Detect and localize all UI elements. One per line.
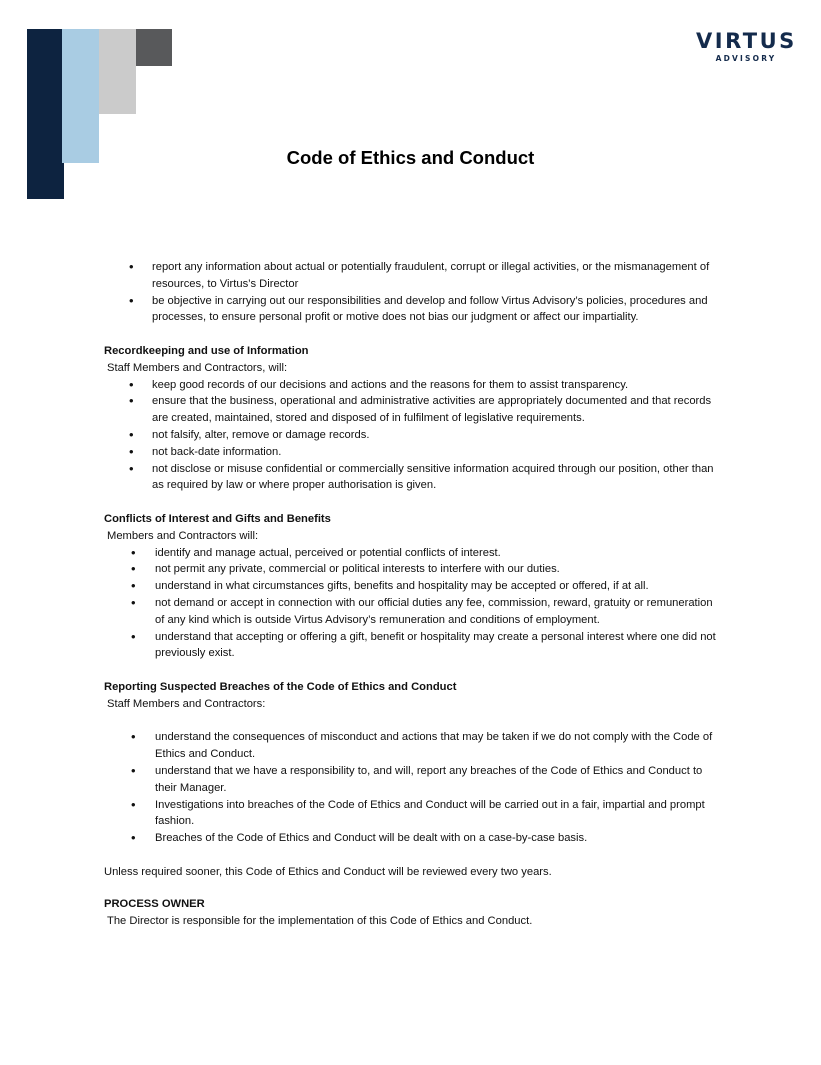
list-item: • not back-date information. <box>104 444 724 461</box>
section-subheading: Staff Members and Contractors: <box>107 697 266 710</box>
breaches-list <box>104 729 724 847</box>
process-owner-text: The Director is responsible for the implementation of this Code of Ethics and Conduct. <box>107 915 533 928</box>
list-item: • understand that accepting or offering a gift, benefit or hospitality may create a personal interest where one did not previously exist. <box>104 629 724 663</box>
company-logo <box>696 29 796 64</box>
section-heading-conflicts: Conflicts of Interest and Gifts and Benefits <box>104 512 331 525</box>
list-item: • understand the consequences of misconduct and actions that may be taken if we do not comply with the Code of Ethics and Conduct. <box>104 729 724 763</box>
list-item: • be objective in carrying out our responsibilities and develop and follow Virtus Advisory’s policies, procedures and processes, to ensure personal profit or motive does not bias our judgment or affect our impartiality. <box>104 293 724 327</box>
list-item: • not disclose or misuse confidential or commercially sensitive information acquired through our position, other than as required by law or where proper authorisation is given. <box>104 461 724 495</box>
conflicts-list <box>104 545 724 663</box>
list-item: • Investigations into breaches of the Code of Ethics and Conduct will be carried out in a fair, impartial and prompt fashion. <box>104 797 724 831</box>
list-item: • not demand or accept in connection with our official duties any fee, commission, reward, gratuity or remuneration of any kind which is outside Virtus Advisory’s remuneration and conditions of employment. <box>104 595 724 629</box>
logo-tagline: ADVISORY <box>715 54 777 63</box>
list-item: • understand in what circumstances gifts, benefits and hospitality may be accepted or offered, if at all. <box>104 578 724 595</box>
decor-bar-dark-grey <box>136 29 172 66</box>
logo-wordmark: VIRTUS <box>696 29 797 53</box>
list-item: • ensure that the business, operational and administrative activities are appropriately documented and that records are created, maintained, stored and disposed of in fulfilment of legislative requirements. <box>104 393 724 427</box>
review-note: Unless required sooner, this Code of Ethics and Conduct will be reviewed every two years. <box>104 865 552 878</box>
intro-list <box>104 259 724 326</box>
recordkeeping-list <box>104 377 724 495</box>
list-item: • not falsify, alter, remove or damage records. <box>104 427 724 444</box>
decor-bar-light-blue <box>62 29 99 163</box>
spacer <box>104 713 724 730</box>
section-subheading: Staff Members and Contractors, will: <box>107 361 288 374</box>
section-subheading: Members and Contractors will: <box>107 529 259 542</box>
document-title: Code of Ethics and Conduct <box>286 147 535 168</box>
decor-bar-navy <box>27 29 64 199</box>
list-item: • Breaches of the Code of Ethics and Conduct will be dealt with on a case-by-case basis. <box>104 830 724 847</box>
process-owner-heading: PROCESS OWNER <box>104 898 205 911</box>
list-item: • not permit any private, commercial or political interests to interfere with our duties. <box>104 561 724 578</box>
document-body <box>104 259 724 930</box>
section-heading-recordkeeping: Recordkeeping and use of Information <box>104 344 309 357</box>
list-item: • identify and manage actual, perceived or potential conflicts of interest. <box>104 545 724 562</box>
decor-bar-grey <box>99 29 136 114</box>
section-heading-breaches: Reporting Suspected Breaches of the Code of Ethics and Conduct <box>104 680 457 693</box>
list-item: • report any information about actual or potentially fraudulent, corrupt or illegal activities, or the mismanagement of resources, to Virtus’s Director <box>104 259 724 293</box>
list-item: • keep good records of our decisions and actions and the reasons for them to assist transparency. <box>104 377 724 394</box>
list-item: • understand that we have a responsibility to, and will, report any breaches of the Code of Ethics and Conduct to their Manager. <box>104 763 724 797</box>
